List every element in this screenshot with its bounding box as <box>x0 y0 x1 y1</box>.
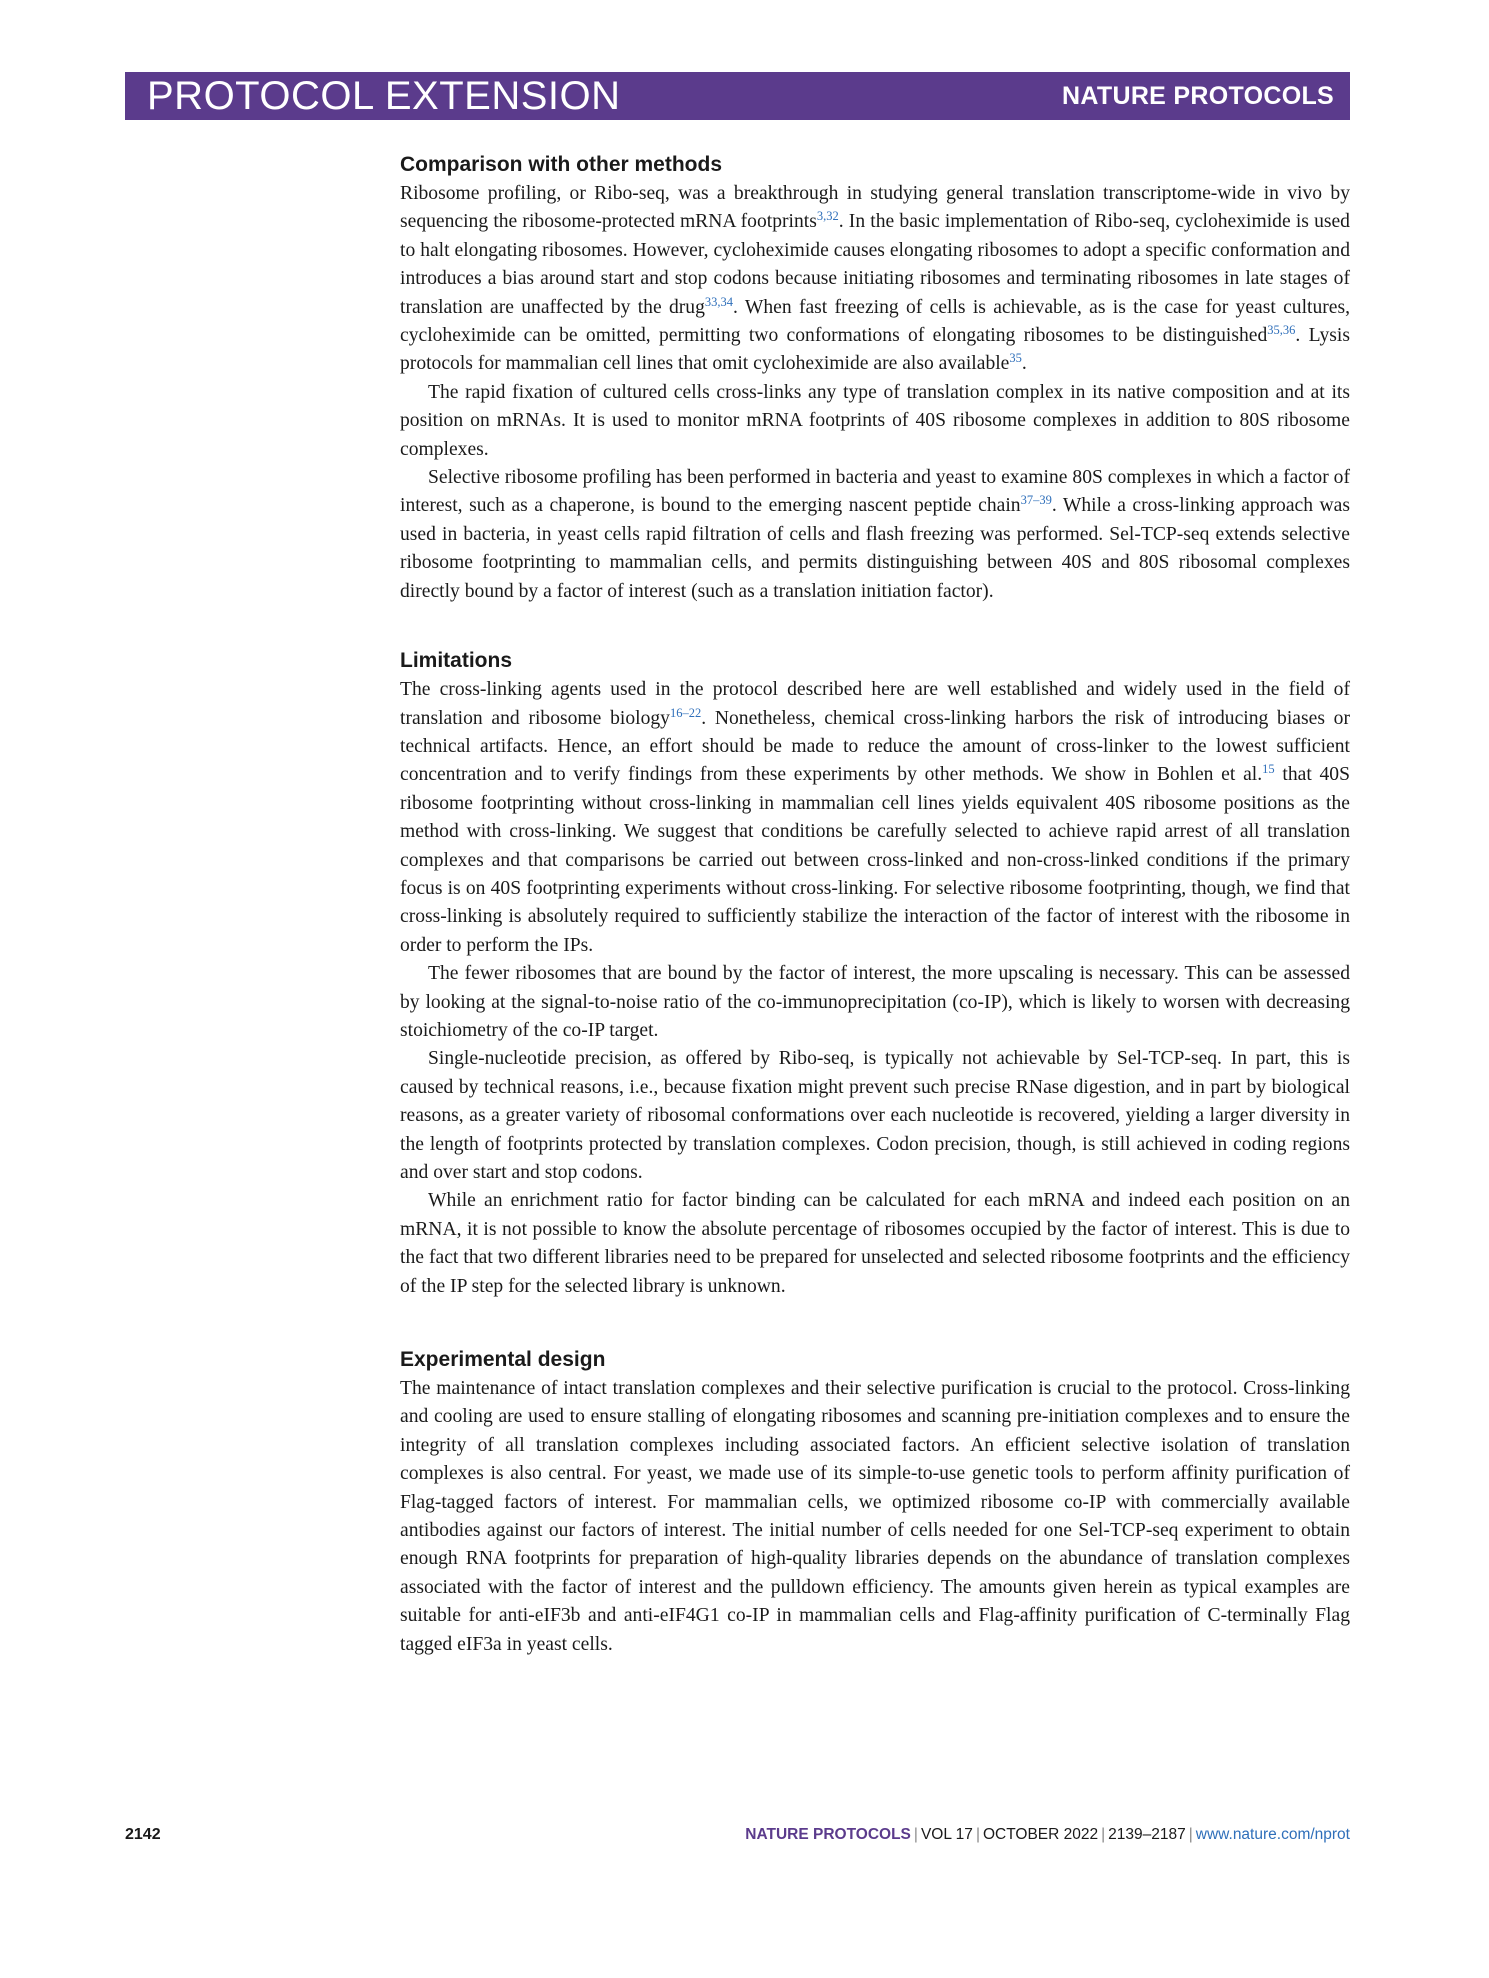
article-type-label: PROTOCOL EXTENSION <box>147 74 621 118</box>
text-run: . <box>1021 353 1027 375</box>
reference-link[interactable]: 37–39 <box>1020 493 1052 508</box>
footer-volume: VOL 17 <box>920 1826 973 1843</box>
text-run: Ribosome profiling, or Ribo-seq, was a breakthrough in studying general translation transcriptome-wide in vivo by sequencing the ribosome-protected mRNA footprints <box>400 183 1350 233</box>
text-run: Selective ribosome profiling has been performed in bacteria and yeast to examine 80S complexes in which a factor of interest, such as a chaperone, is bound to the emerging nascent peptide chain <box>400 467 1350 517</box>
footer-url-link[interactable]: www.nature.com/nprot <box>1195 1826 1350 1843</box>
reference-link[interactable]: 15 <box>1262 762 1275 777</box>
separator: | <box>1101 1826 1106 1843</box>
main-text-column <box>400 150 1350 1659</box>
reference-link[interactable]: 16–22 <box>669 705 702 720</box>
section-heading-experimental-design: Experimental design <box>400 1348 606 1372</box>
paragraph <box>400 676 1350 960</box>
separator: | <box>1188 1826 1193 1843</box>
paragraph: The maintenance of intact translation complexes and their selective purification is crucial to the protocol. Cross-linking and cooling are used to ensure stalling of elongating ribosomes and scanning pre-initiation complexes and to ensure the integrity of all translation complexes including associated factors. An efficient selective isolation of translation complexes is also central. For yeast, we made use of its simple-to-use genetic tools to perform affinity purification of Flag-tagged factors of interest. For mammalian cells, we optimized ribosome co-IP with commercially available antibodies against our factors of interest. The initial number of cells needed for one Sel-TCP-seq experiment to obtain enough RNA footprints for preparation of high-quality libraries depends on the abundance of translation complexes associated with the factor of interest and the pulldown efficiency. The amounts given herein as typical examples are suitable for anti-eIF3b and anti-eIF4G1 co-IP in mammalian cells and Flag-affinity purification of C-terminally Flag tagged eIF3a in yeast cells. <box>400 1378 1350 1655</box>
text-run: . When fast freezing of cells is achievable, as is the case for yeast cultures, cycloheximide can be omitted, permitting two conformations of elongating ribosomes to be distinguished <box>400 296 1351 347</box>
text-run: . Lysis protocols for mammalian cell lines that omit cycloheximide are also available <box>400 325 1350 375</box>
header-bar <box>125 72 1350 120</box>
separator: | <box>975 1826 980 1843</box>
footer-date: OCTOBER 2022 <box>982 1826 1099 1843</box>
section-experimental-design <box>400 1345 1350 1659</box>
section-comparison <box>400 150 1350 606</box>
paragraph: The fewer ribosomes that are bound by the factor of interest, the more upscaling is necessary. This can be assessed by looking at the signal-to-noise ratio of the co-immunoprecipitation (co-IP), which is likely to worsen with decreasing stoichiometry of the co-IP target. <box>400 963 1350 1041</box>
paragraph <box>400 464 1350 606</box>
text-run: that 40S ribosome footprinting without cross-linking in mammalian cell lines yields equivalent 40S ribosome positions as the method with cross-linking. We suggest that conditions be carefully selected to achieve rapid arrest of all translation complexes and that comparisons be carried out between cross-linked and non-cross-linked conditions if the primary focus is on 40S footprinting experiments without cross-linking. For selective ribosome footprinting, though, we find that cross-linking is absolutely required to sufficiently stabilize the interaction of the factor of interest with the ribosome in order to perform the IPs. <box>400 764 1351 956</box>
section-spacer <box>400 1301 1350 1345</box>
footer-pages: 2139–2187 <box>1108 1826 1186 1843</box>
page-number: 2142 <box>125 1826 161 1843</box>
paragraph: Single-nucleotide precision, as offered by Ribo-seq, is typically not achievable by Sel-TCP-seq. In part, this is caused by technical reasons, i.e., because fixation might prevent such precise RNase digestion, and in part by biological reasons, as a greater variety of ribosomal conformations over each nucleotide is recovered, yielding a larger diversity in the length of footprints protected by translation complexes. Codon precision, though, is still achieved in coding regions and over start and stop codons. <box>400 1048 1350 1183</box>
text-run: . While a cross-linking approach was used in bacteria, in yeast cells rapid filtration of cells and flash freezing was performed. Sel-TCP-seq extends selective ribosome footprinting to mammalian cells, and permits distinguishing between 40S and 80S ribosomal complexes directly bound by a factor of interest (such as a translation initiation factor). <box>400 495 1350 602</box>
footer-journal-name: NATURE PROTOCOLS <box>745 1826 911 1843</box>
text-run: The cross-linking agents used in the protocol described here are well established and widely used in the field of translation and ribosome biology <box>400 679 1350 729</box>
section-limitations <box>400 646 1350 1301</box>
reference-link[interactable]: 35 <box>1009 351 1022 366</box>
section-heading-limitations: Limitations <box>400 649 513 673</box>
section-spacer <box>400 606 1350 646</box>
reference-link[interactable]: 3,32 <box>816 209 839 224</box>
text-run: . In the basic implementation of Ribo-seq, cycloheximide is used to halt elongating ribosomes. However, cycloheximide causes elongating ribosomes to adopt a specific conformation and introduces a bias around start and stop codons because initiating ribosomes and terminating ribosomes in late stages of translation are unaffected by the drug <box>400 211 1350 318</box>
reference-link[interactable]: 33,34 <box>704 294 734 309</box>
citation-line <box>745 1826 1350 1844</box>
reference-link[interactable]: 35,36 <box>1267 323 1296 338</box>
text-run: . Nonetheless, chemical cross-linking harbors the risk of introducing biases or technical artifacts. Hence, an effort should be made to reduce the amount of cross-linker to the lowest sufficient concentration and to verify findings from these experiments by other methods. We show in Bohlen et al. <box>400 707 1350 786</box>
section-heading-comparison: Comparison with other methods <box>400 153 723 176</box>
separator: | <box>913 1826 918 1843</box>
paragraph: While an enrichment ratio for factor binding can be calculated for each mRNA and indeed each position on an mRNA, it is not possible to know the absolute percentage of ribosomes occupied by the factor of interest. This is due to the fact that two different libraries need to be prepared for unselected and selected ribosome footprints and the efficiency of the IP step for the selected library is unknown. <box>400 1190 1350 1297</box>
paragraph: The rapid fixation of cultured cells cross-links any type of translation complex in its native composition and at its position on mRNAs. It is used to monitor mRNA footprints of 40S ribosome complexes in addition to 80S ribosome complexes. <box>400 381 1350 460</box>
paragraph <box>400 180 1350 379</box>
journal-name-header: NATURE PROTOCOLS <box>1062 81 1334 110</box>
